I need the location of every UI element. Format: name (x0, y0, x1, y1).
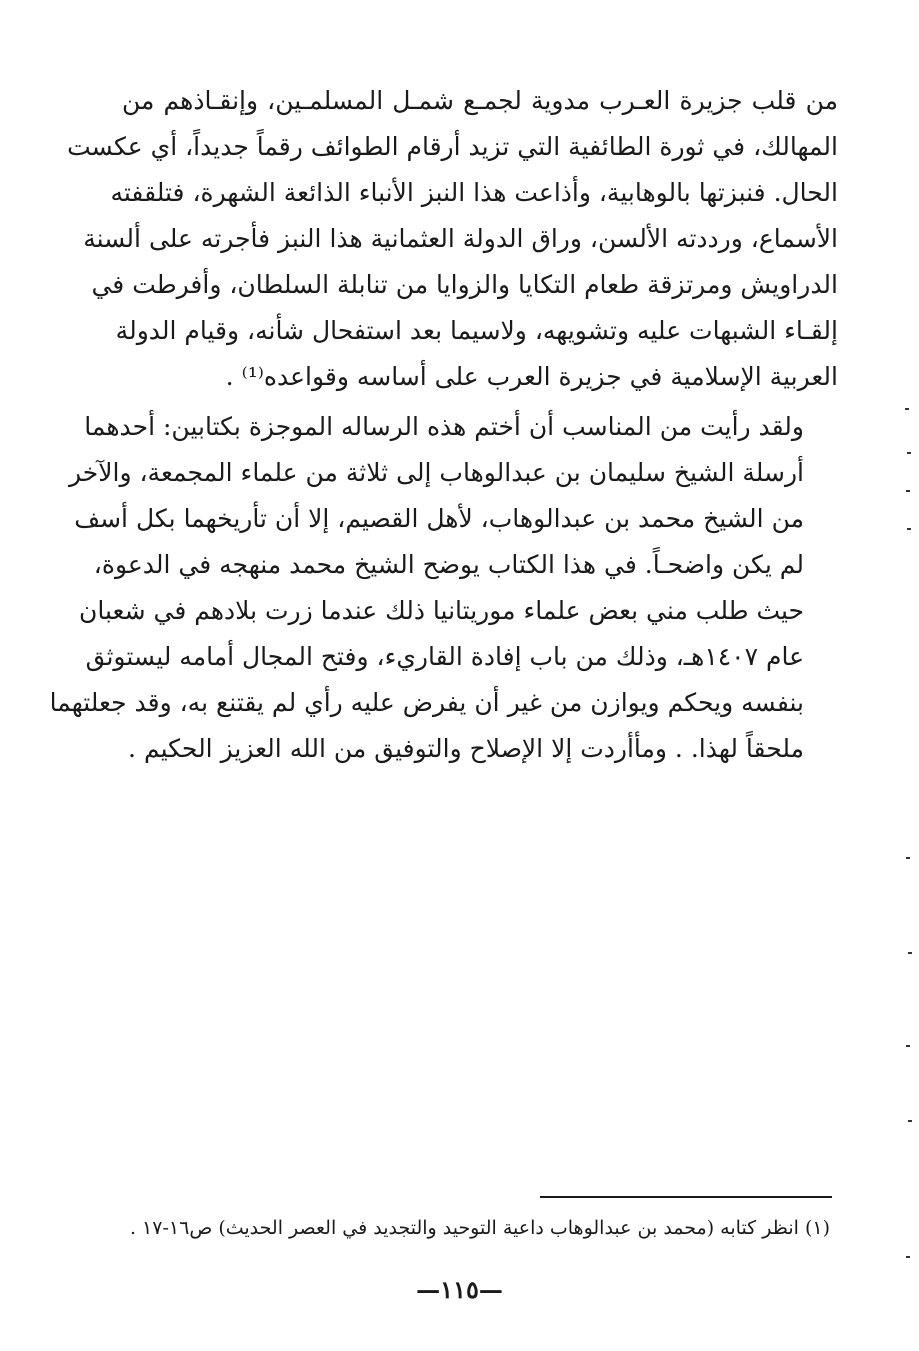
scan-margin-mark (907, 528, 911, 530)
paragraph-2-line-3: من الشيخ محمد بن عبدالوهاب، لأهل القصيم، إلا أن تأريخهما بكل أسف (74, 504, 804, 533)
scan-margin-mark (906, 1045, 910, 1047)
paragraph-2-line-7: بنفسه ويحكم ويوازن من غير أن يفرض عليه رأي لم يقتنع به، وقد جعلتهما (49, 688, 804, 717)
paragraph-2-line-1: ولقد رأيت من المناسب أن أختم هذه الرساله الموجزة بكتابين: أحدهما (84, 412, 804, 441)
paragraph-2-line-4: لم يكن واضحـاً. في هذا الكتاب يوضح الشيخ محمد منهجه في الدعوة، (93, 550, 804, 579)
paragraph-2-line-5: حيث طلب مني بعض علماء موريتانيا ذلك عندما زرت بلادهم في شعبان (79, 596, 804, 625)
scan-margin-mark (906, 1256, 910, 1258)
paragraph-1-line-7: العربية الإسلامية في جزيرة العرب على أساسه وقواعده⁽¹⁾ . (225, 362, 838, 391)
paragraph-2-line-8: ملحقاً لهذا. . ومأأردت إلا الإصلاح والتوفيق من الله العزيز الحكيم . (128, 734, 804, 763)
scan-margin-mark (907, 452, 911, 454)
paragraph-2-line-2: أرسلة الشيخ سليمان بن عبدالوهاب إلى ثلاثة من علماء المجمعة، والآخر (69, 458, 804, 487)
page-number: —١١٥— (416, 1275, 503, 1304)
scan-margin-mark (906, 490, 910, 492)
scan-margin-mark (906, 857, 910, 859)
paragraph-1-line-5: الدراويش ومرتزقة طعام التكايا والزوايا من تنابلة السلطان، وأفرطت في (91, 270, 838, 299)
paragraph-1-line-2: المهالك، في ثورة الطائفية التي تزيد أرقام الطوائف رقماً جديداً، أي عكست (67, 132, 838, 161)
paragraph-1-line-6: إلقـاء الشبهات عليه وتشويهه، ولاسيما بعد استفحال شأنه، وقيام الدولة (115, 316, 838, 345)
paragraph-1-line-1: من قلب جزيرة العـرب مدوية لجمـع شمـل المسلمـين، وإنقـاذهم من (122, 86, 838, 115)
paragraph-1 (67, 78, 838, 400)
footnote-separator (540, 1196, 832, 1198)
paragraph-2-line-6: عام ١٤٠٧هـ، وذلك من باب إفادة القاريء، وفتح المجال أمامه ليستوثق (85, 642, 804, 671)
footnote: (١) انظر كتابه (محمد بن عبدالوهاب داعية التوحيد والتجديد في العصر الحديث) ص١٦-١٧ . (129, 1217, 830, 1239)
paragraph-1-line-3: الحال. فنبزتها بالوهابية، وأذاعت هذا النبز الأنباء الذائعة الشهرة، فتلقفته (110, 178, 838, 207)
paragraph-2 (49, 404, 838, 772)
scan-margin-mark (908, 952, 912, 954)
scan-margin-mark (905, 408, 909, 410)
scan-margin-mark (908, 1120, 912, 1122)
paragraph-1-line-4: الأسماع، ورددته الألسن، وراق الدولة العثمانية هذا النبز فأجرته على ألسنة (83, 224, 838, 253)
